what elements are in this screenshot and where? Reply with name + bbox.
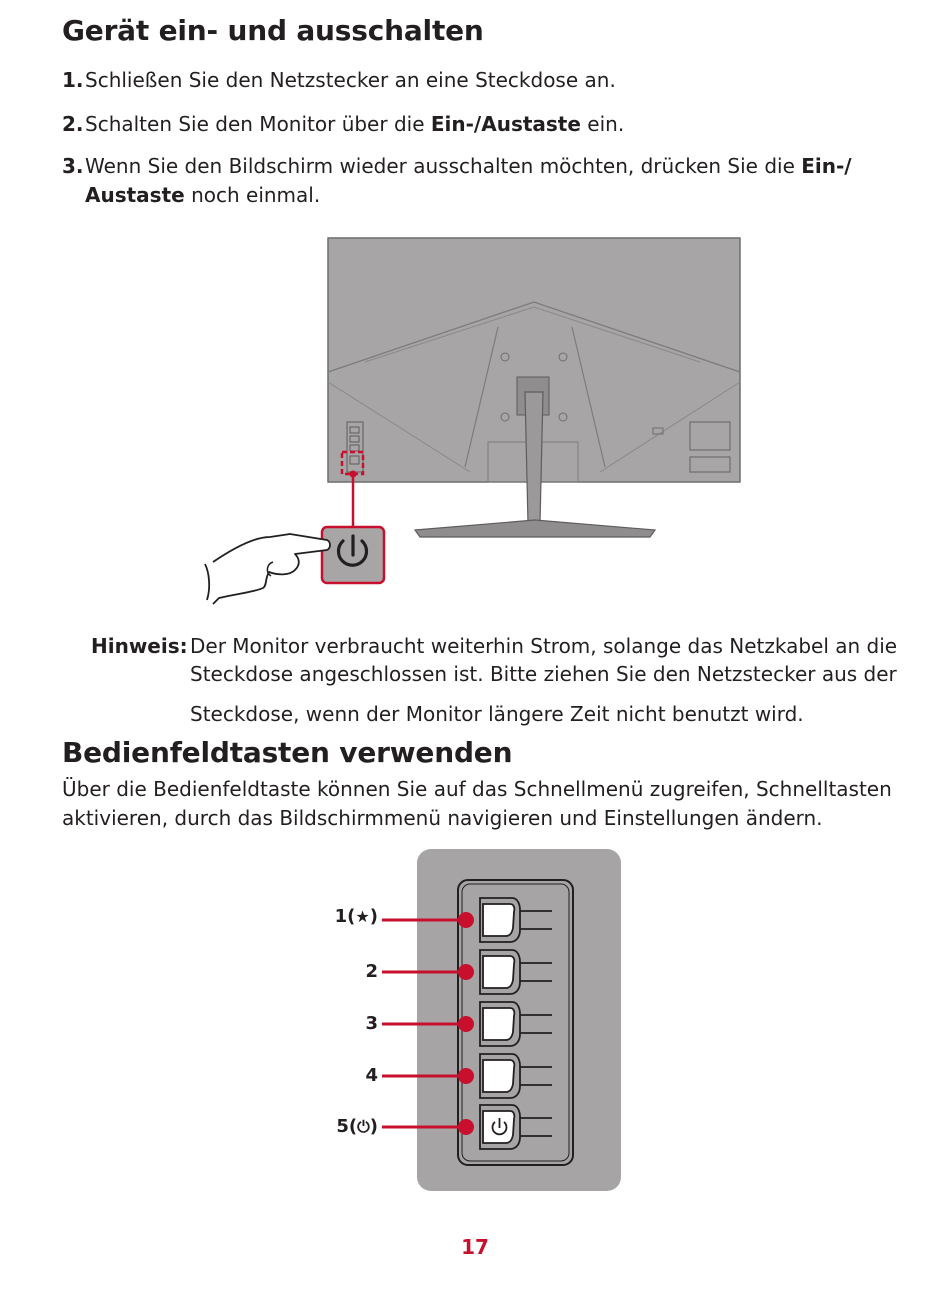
button-label-2: 2	[365, 961, 378, 982]
step-1	[62, 66, 892, 95]
section-title-power: Gerät ein- und ausschalten	[62, 14, 484, 47]
step-text: noch einmal.	[184, 183, 321, 207]
button-label-4: 4	[365, 1065, 378, 1086]
power-key-label: Ein-/Austaste	[430, 112, 581, 136]
section-title-controls: Bedienfeldtasten verwenden	[62, 736, 513, 769]
step-2	[62, 110, 892, 139]
leader-dot	[458, 1119, 474, 1135]
note-line-3: Steckdose, wenn der Monitor längere Zeit nicht benutzt wird.	[190, 702, 804, 726]
page-number: 17	[461, 1235, 489, 1259]
power-icon: ⏻	[357, 1117, 370, 1136]
step-3	[62, 152, 892, 207]
note-line-2: Steckdose angeschlossen ist. Bitte ziehen Sie den Netzstecker aus der	[190, 662, 897, 686]
power-key-label: Ein-/	[801, 154, 852, 178]
button-label-1: 1(★)	[334, 906, 378, 927]
step-text: Schließen Sie den Netzstecker an eine Steckdose an.	[85, 68, 616, 92]
button-label-5: 5(⏻)	[336, 1116, 378, 1137]
step-number: 2.	[62, 112, 84, 136]
power-key-label: Austaste	[85, 183, 185, 207]
step-number: 1.	[62, 68, 84, 92]
controls-intro-line-1: Über die Bedienfeldtaste können Sie auf das Schnellmenü zugreifen, Schnelltasten	[62, 777, 892, 801]
hand-icon	[213, 534, 330, 604]
step-number: 3.	[62, 154, 84, 178]
step-text: ein.	[580, 112, 625, 136]
star-icon: ★	[355, 907, 370, 926]
leader-dot	[458, 1068, 474, 1084]
monitor-back-illustration	[195, 232, 755, 607]
note-label: Hinweis:	[91, 634, 188, 658]
step-text: Wenn Sie den Bildschirm wieder ausschalten möchten, drücken Sie die	[85, 154, 802, 178]
leader-dot	[458, 1016, 474, 1032]
leader-dot	[458, 912, 474, 928]
button-label-3: 3	[365, 1013, 378, 1034]
controls-intro-line-2: aktivieren, durch das Bildschirmmenü navigieren und Einstellungen ändern.	[62, 806, 823, 830]
leader-dot	[458, 964, 474, 980]
note-line-1: Der Monitor verbraucht weiterhin Strom, solange das Netzkabel an die	[190, 634, 898, 658]
step-text: Schalten Sie den Monitor über die	[85, 112, 431, 136]
